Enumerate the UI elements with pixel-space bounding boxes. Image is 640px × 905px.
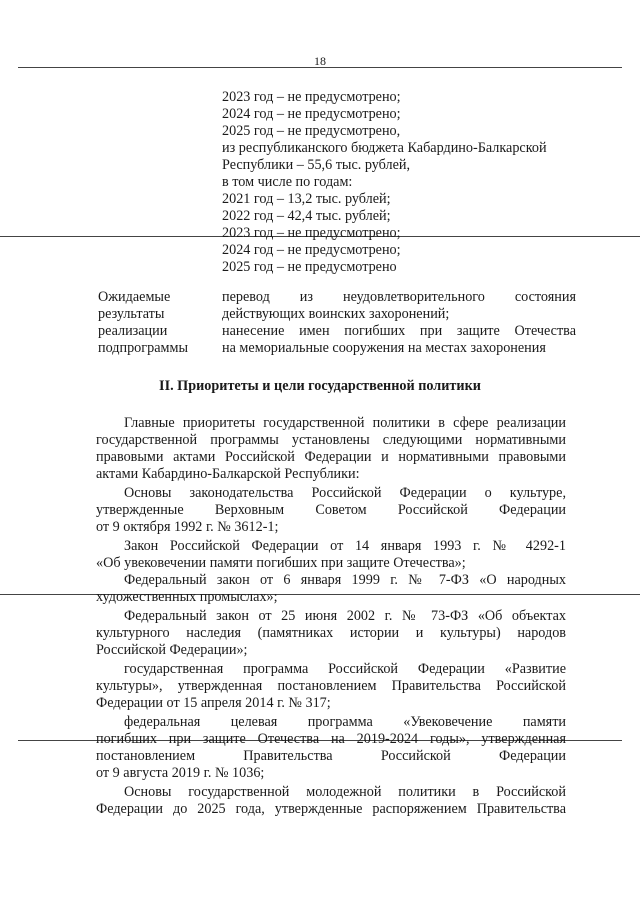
expected-results-value: перевод из неудовлетворительного состояния [222,289,576,305]
funding-line: 2024 год – не предусмотрено; [222,242,401,258]
funding-line: 2021 год – 13,2 тыс. рублей; [222,191,391,207]
funding-line: 2023 год – не предусмотрено; [222,225,401,241]
expected-results-value: действующих воинских захоронений; [222,306,450,322]
page-number: 18 [314,54,326,68]
body-line: государственной программы установлены следующими нормативными [96,432,566,448]
body-line: от 9 августа 2019 г. № 1036; [96,765,265,781]
expected-results-value: нанесение имен погибших при защите Отечества [222,323,576,339]
body-line: постановлением Правительства Российской Федерации [96,748,566,764]
body-line: государственная программа Российской Федерации «Развитие [124,661,566,677]
expected-results-value: на мемориальные сооружения на местах захоронения [222,340,546,356]
body-line: культурного наследия (памятниках истории и культуры) народов [96,625,566,641]
body-line: Основы законодательства Российской Федерации о культуре, [124,485,566,501]
body-line: художественных промыслах»; [96,589,278,605]
body-line: Основы государственной молодежной политики в Российской [124,784,566,800]
funding-line: 2025 год – не предусмотрено, [222,123,401,139]
body-line: «Об увековечении памяти погибших при защите Отечества»; [96,555,466,571]
body-line: утвержденные Верховным Советом Российской Федерации [96,502,566,518]
funding-line: 2024 год – не предусмотрено; [222,106,401,122]
scan-line [18,67,622,68]
body-line: Федеральный закон от 6 января 1999 г. № 7-ФЗ «О народных [124,572,566,588]
body-line: правовыми актами Российской Федерации и нормативными правовыми [96,449,566,465]
funding-line: Республики – 55,6 тыс. рублей, [222,157,411,173]
funding-line: в том числе по годам: [222,174,353,190]
body-line: Федерации до 2025 года, утвержденные распоряжением Правительства [96,801,566,817]
funding-line: 2023 год – не предусмотрено; [222,89,401,105]
body-line: Федеральный закон от 25 июня 2002 г. № 73-ФЗ «Об объектах [124,608,566,624]
body-line: Федерации от 15 апреля 2014 г. № 317; [96,695,331,711]
expected-results-label: реализации [98,323,168,339]
body-line: культуры», утвержденная постановлением Правительства Российской [96,678,566,694]
expected-results-label: Ожидаемые [98,289,171,305]
body-line: актами Кабардино-Балкарской Республики: [96,466,360,482]
section-heading: II. Приоритеты и цели государственной политики [159,378,481,394]
body-line: Закон Российской Федерации от 14 января 1993 г. № 4292-1 [124,538,566,554]
funding-line: 2025 год – не предусмотрено [222,259,397,275]
funding-line: из республиканского бюджета Кабардино-Балкарской [222,140,547,156]
body-line: Главные приоритеты государственной политики в сфере реализации [124,415,566,431]
funding-line: 2022 год – 42,4 тыс. рублей; [222,208,391,224]
expected-results-label: результаты [98,306,165,322]
body-line: Российской Федерации»; [96,642,248,658]
body-line: погибших при защите Отечества на 2019-2024 годы», утвержденная [96,731,566,747]
body-line: от 9 октября 1992 г. № 3612-1; [96,519,279,535]
expected-results-label: подпрограммы [98,340,188,356]
body-line: федеральная целевая программа «Увековечение памяти [124,714,566,730]
